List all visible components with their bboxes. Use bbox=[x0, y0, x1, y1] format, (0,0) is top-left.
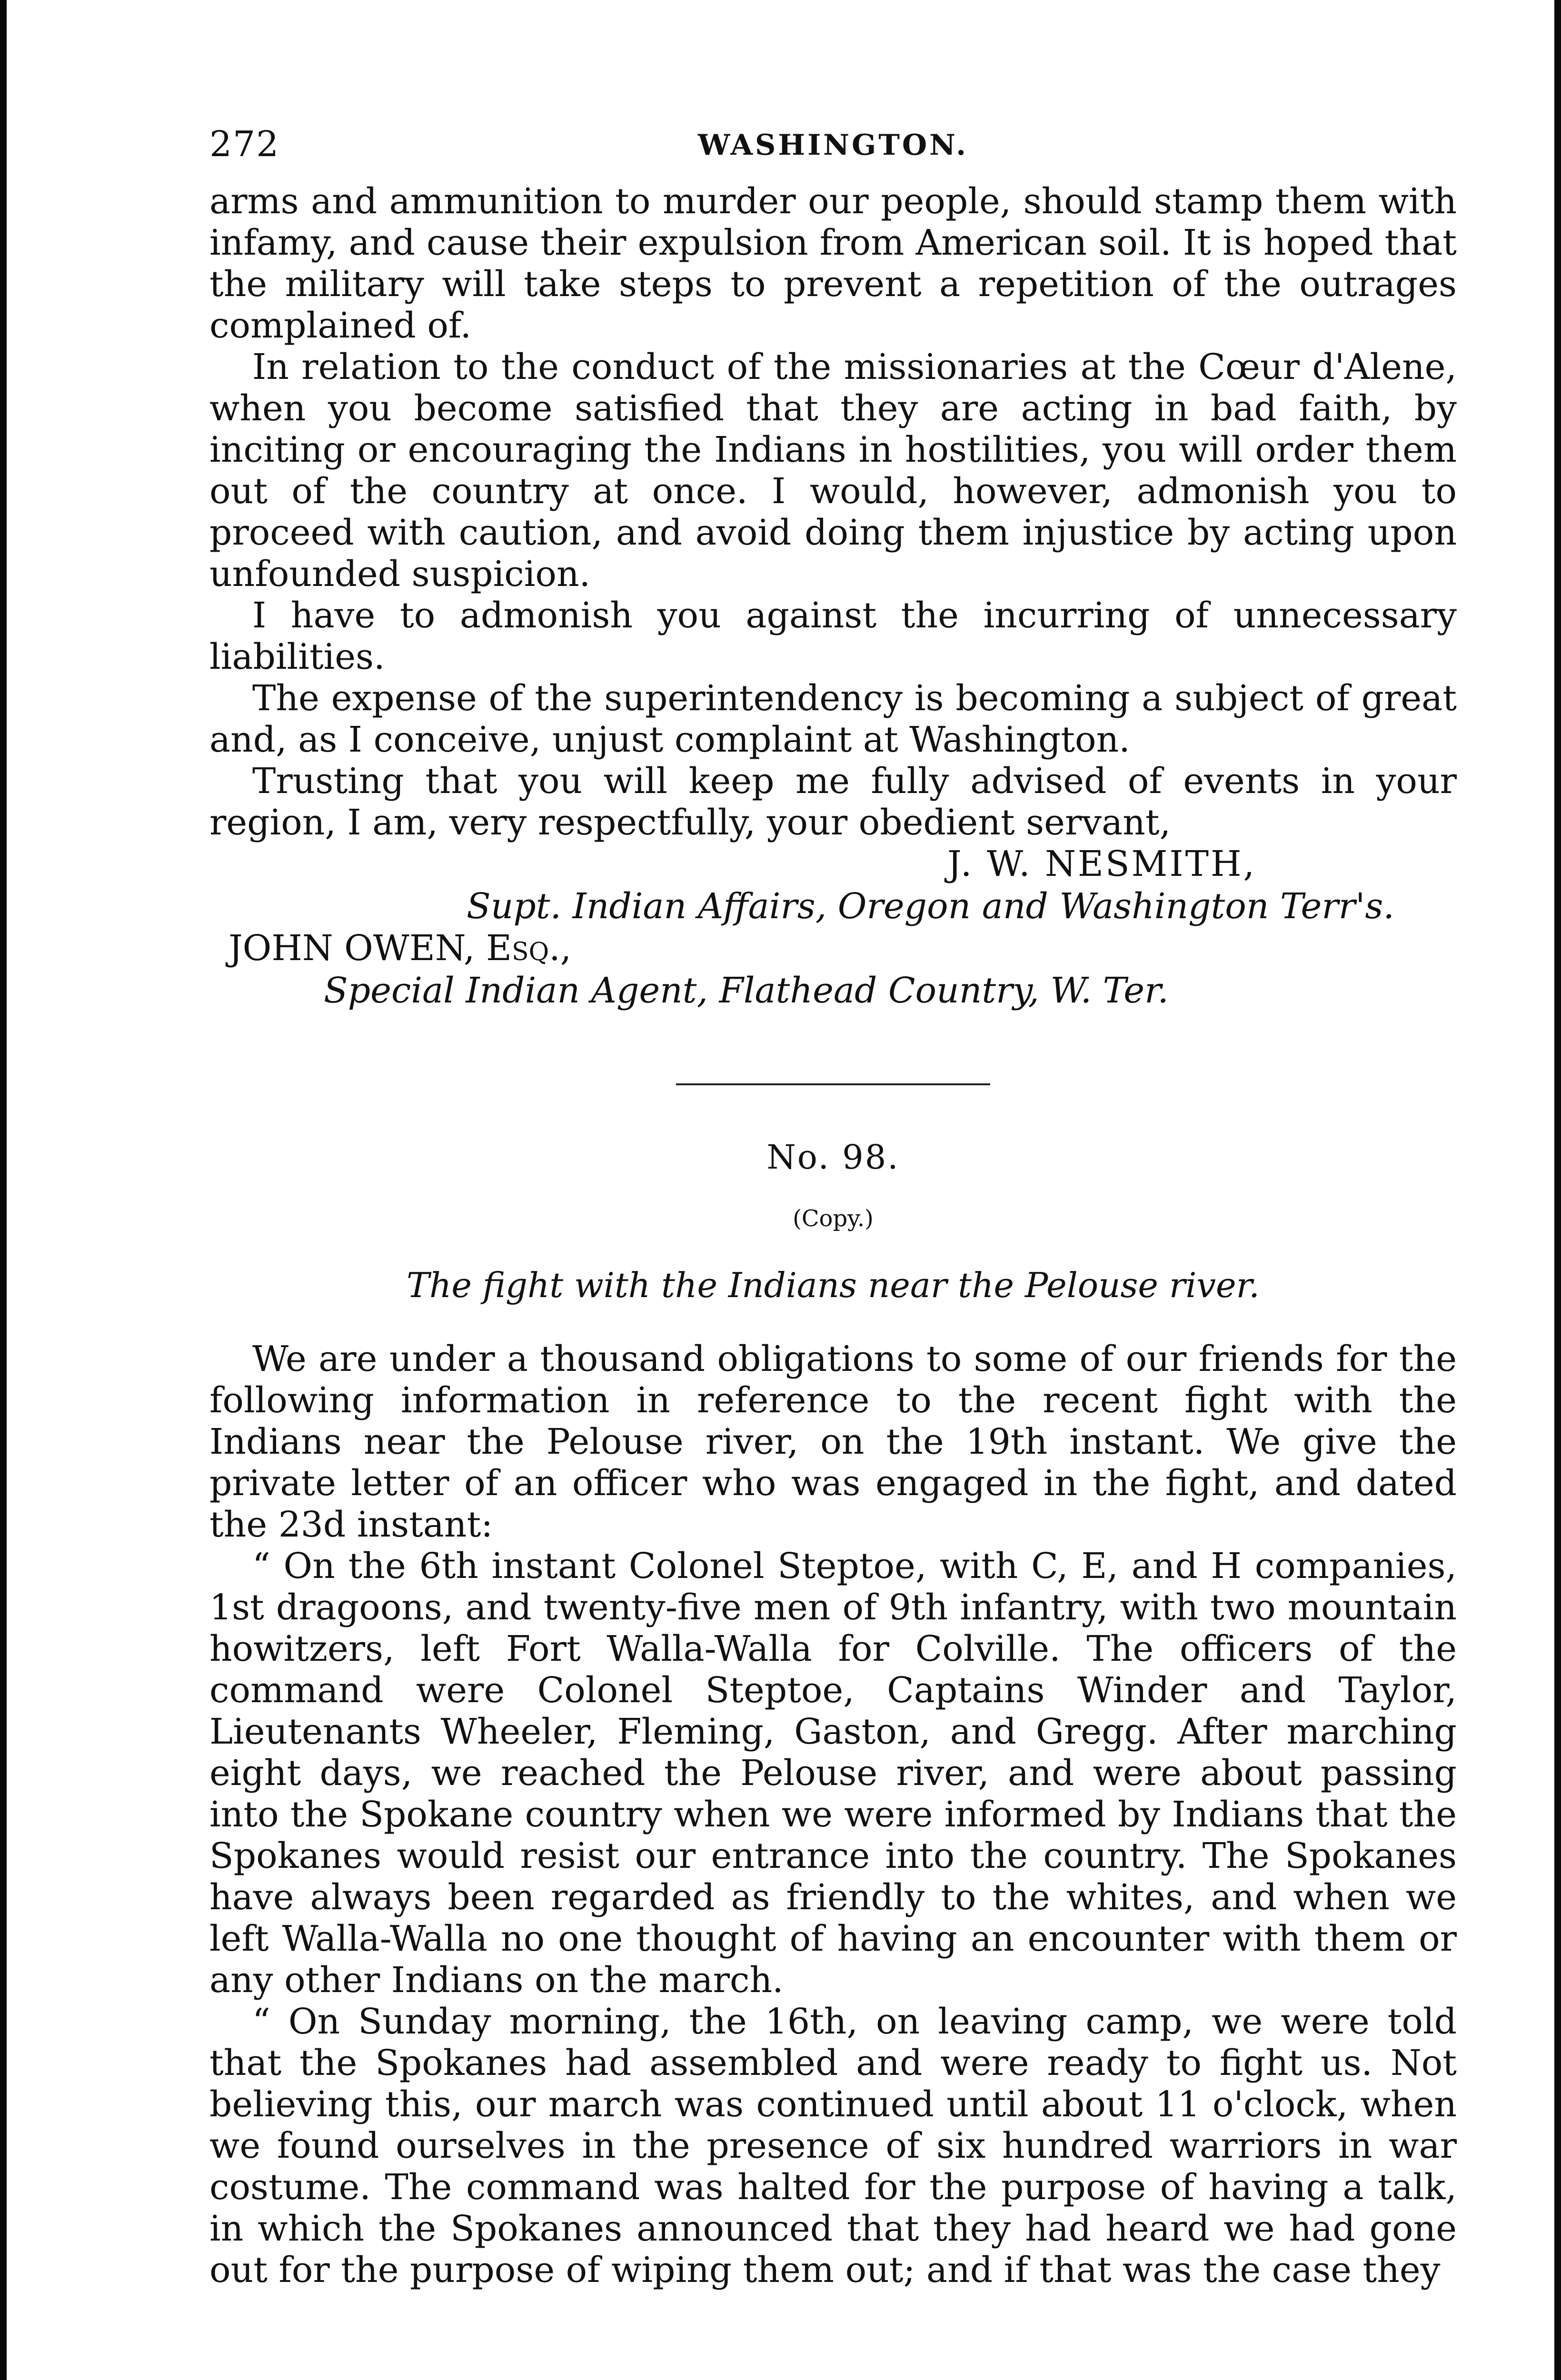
copy-note: (Copy.) bbox=[793, 1205, 874, 1232]
signature-title: Supt. Indian Affairs, Oregon and Washington Terr's. bbox=[467, 886, 1394, 927]
document-heading: The fight with the Indians near the Pelouse river. bbox=[406, 1265, 1260, 1305]
letter-paragraph-4: The expense of the superintendency is becoming a subject of great and, as I conceive, unjust complaint at Washington. bbox=[209, 678, 1457, 760]
addressee-name: JOHN OWEN, Esq., bbox=[229, 928, 572, 969]
left-scan-edge bbox=[0, 0, 7, 2380]
running-head bbox=[209, 124, 1457, 181]
letter-section bbox=[209, 181, 1457, 1012]
document-paragraph-1: We are under a thousand obligations to some of our friends for the following information in reference to the recent fight with the Indians near the Pelouse river, on the 19th instant. We give the private letter of an officer who was engaged in the fight, and dated the 23d instant: bbox=[209, 1339, 1457, 1545]
letter-paragraph-2: In relation to the conduct of the missionaries at the Cœur d'Alene, when you become satisfied that they are acting in bad faith, by inciting or encouraging the Indians in hostilities, you will order them out of the country at once. I would, however, admonish you to proceed with caution, and avoid doing them injustice by acting upon unfounded suspicion. bbox=[209, 347, 1457, 595]
book-page bbox=[209, 124, 1457, 2291]
letter-paragraph-5: Trusting that you will keep me fully advised of events in your region, I am, very respectfully, your obedient servant, bbox=[209, 761, 1457, 843]
section-divider bbox=[676, 1083, 990, 1085]
letter-paragraph-3: I have to admonish you against the incurring of unnecessary liabilities. bbox=[209, 595, 1457, 677]
document-paragraph-3: “ On Sunday morning, the 16th, on leaving camp, we were told that the Spokanes had assembled and were ready to fight us. Not believing this, our march was continued until about 11 o'clock, when we found ourselves in the presence of six hundred warriors in war costume. The command was halted for the purpose of having a talk, in which the Spokanes announced that they had heard we had gone out for the purpose of wiping them out; and if that was the case they bbox=[209, 2001, 1457, 2291]
right-scan-edge bbox=[1554, 0, 1561, 2380]
addressee-title: Special Indian Agent, Flathead Country, W. Ter. bbox=[324, 970, 1169, 1011]
page-number: 272 bbox=[209, 124, 280, 165]
running-title: WASHINGTON. bbox=[697, 129, 969, 162]
document-number: No. 98. bbox=[766, 1138, 900, 1177]
document-paragraph-2: “ On the 6th instant Colonel Steptoe, with C, E, and H companies, 1st dragoons, and twenty-five men of 9th infantry, with two mountain howitzers, left Fort Walla-Walla for Colville. The officers of the command were Colonel Steptoe, Captains Winder and Taylor, Lieutenants Wheeler, Fleming, Gaston, and Gregg. After marching eight days, we reached the Pelouse river, and were about passing into the Spokane country when we were informed by Indians that the Spokanes would resist our entrance into the country. The Spokanes have always been regarded as friendly to the whites, and when we left Walla-Walla no one thought of having an encounter with them or any other Indians on the march. bbox=[209, 1546, 1457, 2001]
document-section bbox=[209, 1138, 1457, 2291]
signature-name: J. W. NESMITH, bbox=[947, 843, 1257, 884]
letter-paragraph-1: arms and ammunition to murder our people, should stamp them with infamy, and cause their expulsion from American soil. It is hoped that the military will take steps to prevent a repetition of the outrages complained of. bbox=[209, 181, 1457, 346]
